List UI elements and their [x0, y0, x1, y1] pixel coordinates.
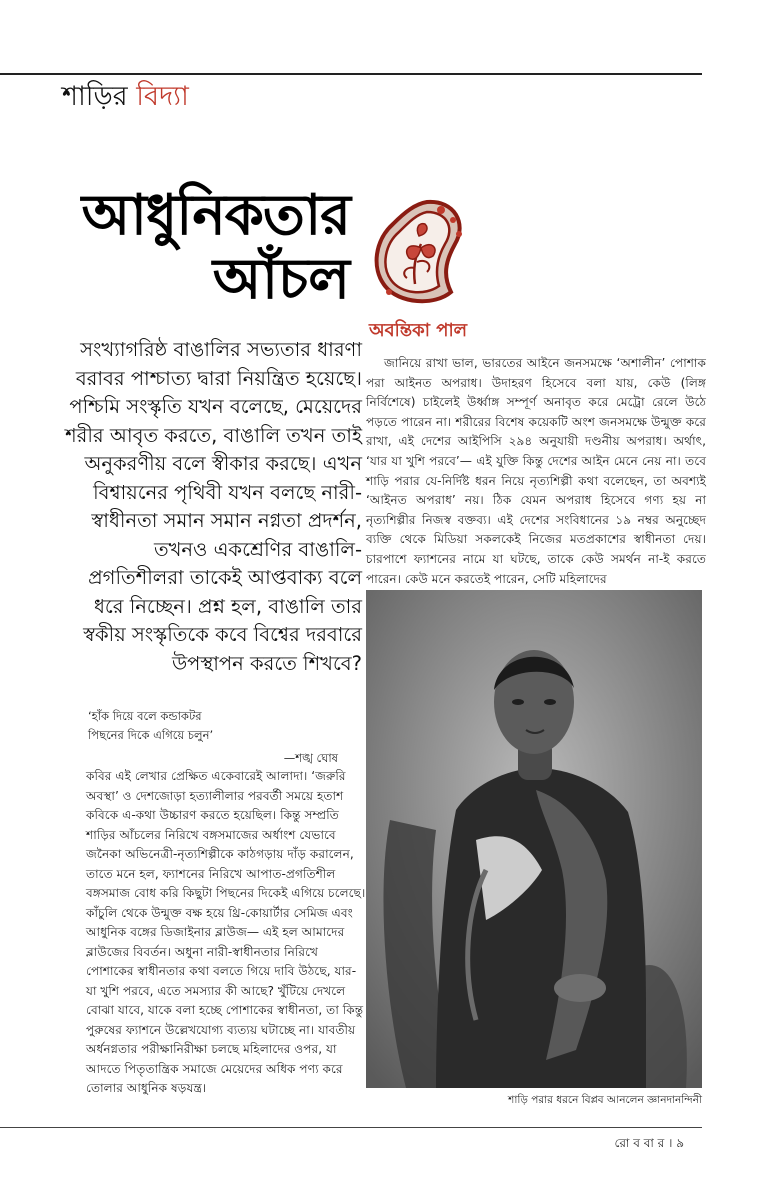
historical-portrait-photo	[366, 590, 702, 1088]
headline-line-1: আধুনিকতার	[81, 183, 350, 248]
bottom-rule	[0, 1127, 702, 1128]
right-column-text: জানিয়ে রাখা ভাল, ভারতের আইনে জনসমক্ষে ‘অশালীন’ পোশাক পরা আইনত অপরাধ। উদাহরণ হিসেবে বলা যায়, কেউ (লিঙ্গ নির্বিশেষে) চাইলেই উর্ধ্বাঙ্গ সম্পূর্ণ অনাবৃত করে মেট্রো রেলে উঠে পড়তে পারেন না। শরীরের বিশেষ কয়েকটি অংশ জনসমক্ষে উন্মুক্ত করে রাখা, এই দেশের আইপিসি ২৯৪ অনুযায়ী দণ্ডনীয় অপরাধ। অর্থাৎ, ‘যার যা খুশি পরবে’— এই যুক্তি কিন্তু দেশের আইন মেনে নেয় না। তবে শাড়ি পরার যে-নির্দিষ্ট ধরন নিয়ে নৃত্যশিল্পী কথা বলেছেন, তা অবশ্যই ‘আইনত অপরাধ’ নয়। ঠিক যেমন অপরাধ হিসেবে গণ্য হয় না নৃত্যশিল্পীর নিজস্ব বক্তব্য। এই দেশের সংবিধানের ১৯ নম্বর অনুচ্ছেদ ব্যক্তি থেকে মিডিয়া সকলকেই নিজের মতপ্রকাশের স্বাধীনতা দেয়। চারপাশে ফ্যাশনের নামে যা ঘটছে, তাকে কেউ সমর্থন না-ই করতে পারেন। কেউ মনে করতেই পারেন, সেটি মহিলাদের	[366, 356, 706, 586]
top-rule	[0, 73, 702, 75]
section-title-accent: বিদ্যা	[136, 81, 189, 112]
epigraph-quote	[88, 707, 338, 768]
section-title-prefix: শাড়ির	[62, 81, 137, 112]
left-column-text: কবির এই লেখার প্রেক্ষিত একেবারেই আলাদা। ‘জরুরি অবস্থা’ ও দেশজোড়া হত্যালীলার পরবর্তী সময়ে হতাশ কবিকে এ-কথা উচ্চারণ করতে হয়েছিল। কিন্তু সম্প্রতি শাড়ির আঁচলের নিরিখে বঙ্গসমাজের অর্ধাংশ যেভাবে জনৈকা অভিনেত্রী-নৃত্যশিল্পীকে কাঠগড়ায় দাঁড় করালেন, তাতে মনে হল, ফ্যাশনের নিরিখে আপাত-প্রগতিশীল বঙ্গসমাজ বোধ করি কিছুটা পিছনের দিকেই এগিয়ে চলেছে। কাঁচুলি থেকে উন্মুক্ত বক্ষ হয়ে থ্রি-কোয়ার্টার সেমিজ এবং আধুনিক বঙ্গের ডিজাইনার ব্লাউজ— এই হল আমাদের ব্লাউজের বিবর্তন। অধুনা নারী-স্বাধীনতার নিরিখে পোশাকের স্বাধীনতার কথা বলতে গিয়ে দাবি উঠছে, যার-যা খুশি পরবে, এতে সমস্যার কী আছে? খুঁটিয়ে দেখলে বোঝা যাবে, যাকে বলা হচ্ছে পোশাকের স্বাধীনতা, তা কিন্তু পুরুষের ফ্যাশনে উল্লেখযোগ্য ব্যত্যয় ঘটাচ্ছে না। যাবতীয় অর্ধনগ্নতার পরীক্ষানিরীক্ষা চলছে মহিলাদের ওপর, যা আদতে পিতৃতান্ত্রিক সমাজে মেয়েদের অধিক পণ্য করে তোলার আধুনিক ষড়যন্ত্র।	[86, 769, 366, 1095]
section-title	[62, 80, 189, 114]
quote-attribution: —শঙ্খ ঘোষ	[283, 751, 338, 765]
author-byline: অবন্তিকা পাল	[369, 320, 468, 341]
headline	[50, 183, 350, 312]
standfirst: সংখ্যাগরিষ্ঠ বাঙালির সভ্যতার ধারণা বরাবর পাশ্চাত্য দ্বারা নিয়ন্ত্রিত হয়েছে। পশ্চিমি সংস্কৃতি যখন বলেছে, মেয়েদের শরীর আবৃত করতে, বাঙালি তখন তাই অনুকরণীয় বলে স্বীকার করছে। এখন বিশ্বায়নের পৃথিবী যখন বলছে নারী-স্বাধীনতা সমান সমান নগ্নতা প্রদর্শন, তখনও একশ্রেণির বাঙালি-প্রগতিশীলরা তাকেই আপ্তবাক্য বলে ধরে নিচ্ছেন। প্রশ্ন হল, বাঙালি তার স্বকীয় সংস্কৃতিকে কবে বিশ্বের দরবারে উপস্থাপন করতে শিখবে?	[65, 338, 362, 675]
headline-line-2: আঁচল	[212, 247, 350, 312]
photo-caption: শাড়ি পরার ধরনে বিপ্লব আনলেন জ্ঞানদানন্দিনী	[508, 1094, 702, 1106]
portrait-image	[366, 590, 702, 1088]
page-folio: রো ব বা র । ৯	[614, 1136, 684, 1150]
quote-line-1: ‘হাঁক দিয়ে বলে কন্ডাকটর	[88, 709, 202, 723]
paisley-ornament-icon	[369, 196, 469, 308]
quote-line-2: পিছনের দিকে এগিয়ে চলুন’	[88, 728, 214, 742]
